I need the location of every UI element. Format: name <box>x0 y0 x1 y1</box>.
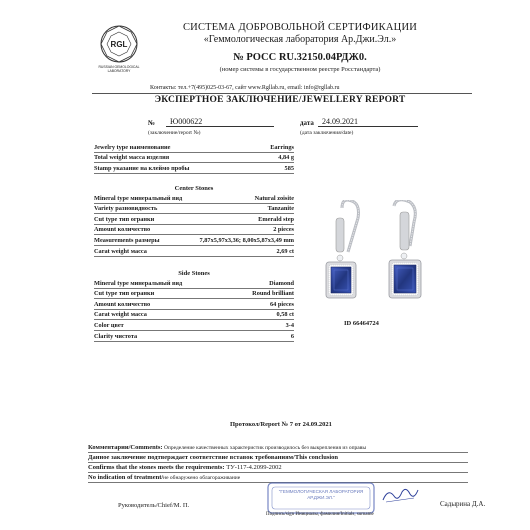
table-row <box>94 225 294 236</box>
chief-label: Руководитель/Chief/М. П. <box>118 502 190 509</box>
earring-left <box>326 200 359 298</box>
signature-mark <box>380 484 420 506</box>
comments-label: Комментарии/Comments: <box>88 444 163 451</box>
comment-line-1 <box>88 443 468 453</box>
treatment-label: No indication of treatment/ <box>88 474 164 481</box>
signature-row <box>118 502 478 509</box>
report-number-label: № <box>148 119 156 127</box>
signer-name: Садырина Д.А. <box>440 500 486 508</box>
treatment-text: не обнаружено облагораживание <box>163 475 241 481</box>
row-label: Total weight масса изделия <box>94 154 170 162</box>
row-value: 3-4 <box>285 321 294 329</box>
comment-line-3 <box>88 463 468 473</box>
side-stones-heading: Side Stones <box>178 270 210 277</box>
contacts-line: Контакты: тел.+7(495)025-03-67, сайт www.Rgllab.ru, email: info@rgllab.ru <box>150 85 340 91</box>
row-label: Color цвет <box>94 321 124 329</box>
row-value: Tanzanite <box>267 205 294 213</box>
table-row <box>94 142 294 153</box>
row-label: Amount количество <box>94 300 151 308</box>
row-label: Cut type тип огранки <box>94 290 155 298</box>
certification-number: № РОСС RU.32150.04РДЖ0. <box>233 52 367 63</box>
row-value: 2,69 ct <box>276 247 294 255</box>
row-value: Round brilliant <box>252 290 294 298</box>
certification-note: (номер системы в государственном реестре Росстандарта) <box>219 66 381 73</box>
conformity-standard: ТУ-117-4.2099-2002 <box>224 464 282 471</box>
row-label: Mineral type минеральный вид <box>94 194 183 202</box>
earrings-photo <box>318 200 438 320</box>
header-divider <box>92 93 472 94</box>
report-number: Ю000622 <box>166 117 274 127</box>
row-value: 4,84 g <box>278 154 294 162</box>
conformity-label: Confirms that the stones meets the requirements: <box>88 464 225 471</box>
row-value: 64 pieces <box>270 300 294 308</box>
table-row <box>94 153 294 164</box>
system-title: СИСТЕМА ДОБРОВОЛЬНОЙ СЕРТИФИКАЦИИ <box>182 22 418 33</box>
row-label: Cut type тип огранки <box>94 215 155 223</box>
table-row <box>94 235 294 246</box>
comment-line-2: Данное заключение подтверждает соответствие вставок требованиям/This conclusion <box>88 453 468 463</box>
row-value: 0,58 ct <box>276 311 294 319</box>
row-value: 2 pieces <box>273 226 294 234</box>
signature-sub: Подпись/sign Инициалы, фамилия/Initials, surname <box>266 512 374 517</box>
table-row <box>94 299 294 310</box>
stamp-text: "ГЕММОЛОГИЧЕСКАЯ ЛАБОРАТОРИЯ АР.ДЖИ.ЭЛ." <box>278 489 364 500</box>
row-label: Carat weight масса <box>94 247 147 255</box>
table-row <box>94 214 294 225</box>
table-row <box>94 204 294 215</box>
table-row <box>94 278 294 289</box>
row-label: Variety разновидность <box>94 205 158 213</box>
row-label: Clarity чистота <box>94 332 138 340</box>
table-row <box>94 289 294 300</box>
lab-name: «Геммологическая лаборатория Ар.Джи.Эл.» <box>203 34 397 45</box>
row-label: Mineral type минеральный вид <box>94 279 183 287</box>
table-row <box>94 331 294 342</box>
row-label: Measurements размеры <box>94 236 160 244</box>
report-title: ЭКСПЕРТНОЕ ЗАКЛЮЧЕНИЕ/JEWELLERY REPORT <box>154 95 406 105</box>
rgl-logo <box>94 20 144 80</box>
table-row <box>94 163 294 174</box>
row-value: 6 <box>290 332 294 340</box>
row-value: Earrings <box>270 143 294 151</box>
general-table <box>94 142 294 174</box>
row-label: Amount количество <box>94 226 151 234</box>
logo-text: RGL <box>110 40 128 49</box>
row-value: Natural zoisite <box>254 194 294 202</box>
image-id: ID 66464724 <box>344 320 379 327</box>
row-label: Carat weight масса <box>94 311 147 319</box>
row-value: 585 <box>284 164 294 172</box>
row-value: 7,87x5,97x3,36; 8,00x5,87x3,49 mm <box>199 236 294 244</box>
earring-right <box>389 200 421 298</box>
protocol-line: Протокол/Report № 7 от 24.09.2021 <box>230 421 332 428</box>
comments-text: Определение качественных характеристик производилось без выкрепления из оправы <box>162 445 367 451</box>
table-row <box>94 193 294 204</box>
row-label: Stamp указание на клеймо пробы <box>94 164 190 172</box>
side-stones-table <box>94 278 294 342</box>
report-number-sub: (заключение/report №) <box>148 130 201 136</box>
report-date-sub: (дата заключения/date) <box>300 130 354 136</box>
table-row <box>94 320 294 331</box>
center-stones-heading: Center Stones <box>174 185 214 192</box>
row-value: Diamond <box>269 279 294 287</box>
logo-caption: RUSSIAN GEMOLOGICAL LABORATORY <box>98 65 140 73</box>
row-value: Emerald step <box>258 215 294 223</box>
table-row <box>94 246 294 257</box>
report-date: 24.09.2021 <box>318 117 418 127</box>
center-stones-table <box>94 193 294 257</box>
comments-block <box>88 443 468 483</box>
report-date-label: дата <box>300 119 314 127</box>
table-row <box>94 310 294 321</box>
row-label: Jewelry type наименование <box>94 143 171 151</box>
